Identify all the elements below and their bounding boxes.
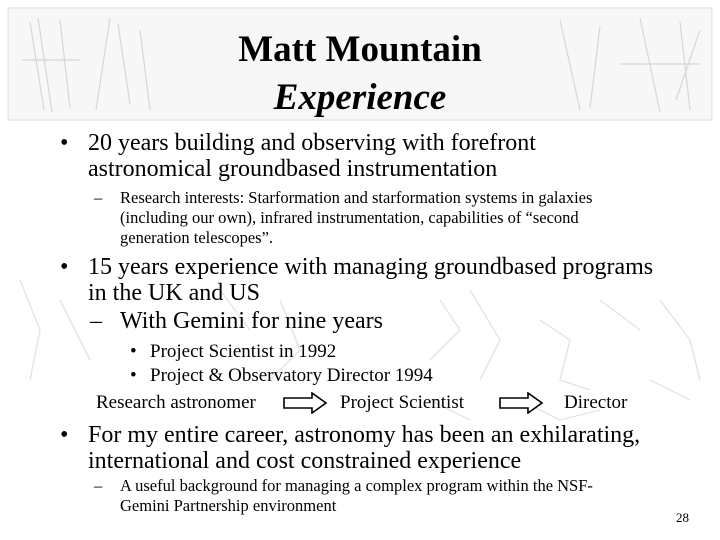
arrow-right-icon [498,392,544,414]
sub-item-text: Gemini Partnership environment [120,496,337,515]
bullet-text: in the UK and US [88,280,260,306]
sub-sub-item-project-scientist [130,341,650,363]
sub-sub-item-text: Project Scientist in 1992 [150,341,337,362]
bullet-item-3 [60,422,698,474]
bullet-text: 20 years building and observing with forefront [88,130,536,156]
bullet-icon: • [60,130,69,156]
bullet-text: international and cost constrained experience [88,448,522,474]
flow-step-project-scientist: Project Scientist [340,392,465,413]
sub-item-text: Research interests: Starformation and starformation systems in galaxies [120,188,593,207]
bullet-text: 15 years experience with managing groundbased programs [88,254,654,280]
slide-subtitle: Experience [273,77,447,118]
dash-icon: – [94,476,103,495]
sub-item-text: A useful background for managing a complex program within the NSF- [120,476,593,495]
dash-icon: – [90,308,102,334]
bullet-icon: • [130,365,137,386]
flow-step-director: Director [564,392,628,413]
flow-step-research-astronomer: Research astronomer [96,392,256,413]
bullet-text: For my entire career, astronomy has been an exhilarating, [88,422,641,448]
dash-icon: – [94,188,103,207]
sub-item-text: (including our own), infrared instrumentation, capabilities of “second [120,208,579,227]
page-number: 28 [676,510,689,525]
arrow-right-icon [282,392,328,414]
bullet-item-2 [60,254,708,306]
sub-item-text: With Gemini for nine years [120,308,383,334]
bullet-item-1 [60,130,698,182]
sub-item-background [94,476,680,516]
slide-title: Matt Mountain [238,29,482,70]
bullet-text: astronomical groundbased instrumentation [88,156,498,182]
sub-item-research-interests [94,188,700,248]
sub-item-gemini [90,308,680,334]
bullet-icon: • [130,341,137,362]
bullet-icon: • [60,254,69,280]
bullet-icon: • [60,422,69,448]
sub-item-text: generation telescopes”. [120,228,274,247]
sub-sub-item-director [130,365,650,387]
sub-sub-item-text: Project & Observatory Director 1994 [150,365,433,386]
